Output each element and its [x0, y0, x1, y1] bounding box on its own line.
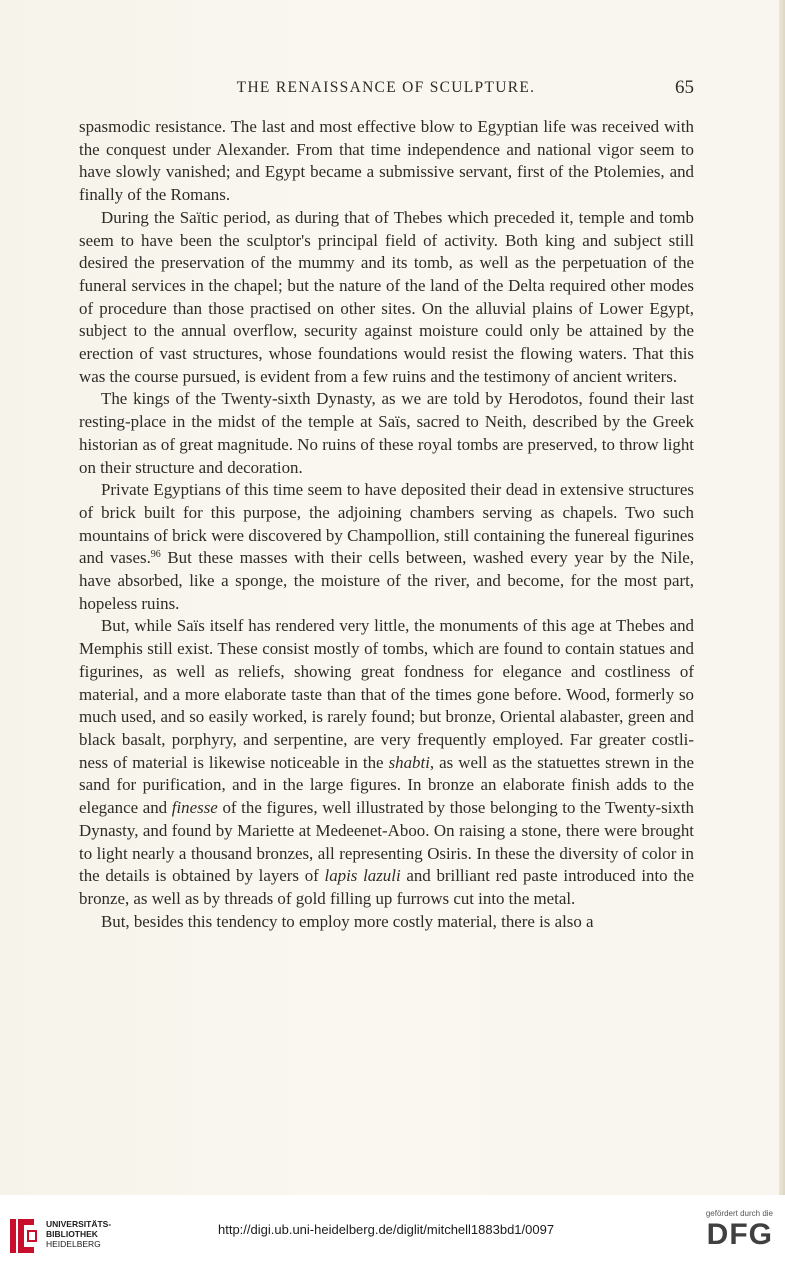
- paragraph: spasmodic resistance. The last and most effective blow to Egyptian life was received with the conquest under Alexander. From that time independence and national vigor seem to have slowly vanished; and Egypt became a submissive servant, first of the Ptolemies, and finally of the Romans.: [79, 117, 694, 205]
- document-url-link[interactable]: http://digi.ub.uni-heidelberg.de/diglit/mitchell1883bd1/0097: [218, 1222, 555, 1237]
- italic-term: shabti: [388, 752, 430, 772]
- paragraph: The kings of the Twenty-sixth Dynasty, as we are told by Herodotos, found their last resting-place in the midst of the temple at Saïs, sacred to Neith, described by the Greek historian as of great magnitude. No ruins of these royal tombs are preserved, to throw light on their structure and decoration.: [79, 389, 694, 477]
- dfg-logo[interactable]: DFG: [706, 1218, 773, 1251]
- paragraph: [79, 479, 694, 615]
- running-head: [78, 79, 694, 101]
- paragraph: During the Saïtic period, as during that of Thebes which preceded it, temple and tomb seem to have been the sculptor's principal field of activity. Both king and subject still desired the preservation of the mummy and its tomb, as well as the perpetuation of the funeral services in the chapel; but the nature of the land of the Delta required other modes of procedure than those practised on other sites. On the alluvial plains of Lower Egypt, subject to the annual overflow, security against moisture could only be attained by the erection of vast structures, whose foundations would resist the flowing waters. That this was the course pursued, is evident from a few ruins and the testimony of ancient writers.: [79, 207, 694, 386]
- paragraph-text: But, while Saïs itself has rendered very little, the monuments of this age at Thebes and Memphis still exist. These consist mostly of tombs, which are found to contain statues and figurines, as well as reliefs, showing great fondness for elegance and costliness of material, and a more elaborate taste than that of the times gone before. Wood, formerly so much used, and so easily worked, is rarely found; but bronze, Oriental alabaster, green and black basalt, porphyry, and serpentine, are very frequently employed. Far greater costliness of material is likewise noticeable in the: [79, 616, 694, 772]
- paragraph: But, besides this tendency to employ more costly material, there is also a: [101, 911, 594, 931]
- library-seal-icon: [8, 1215, 40, 1257]
- library-logo[interactable]: [8, 1215, 148, 1259]
- paragraph-text: and brilliant red paste introduced into the bronze, as well as by threads of gold filling up furrows cut into the metal.: [79, 866, 694, 908]
- funding-notice: [663, 1209, 773, 1259]
- paragraph-text: , as well as the statuettes strewn in the sand for purification, and in the large figures. In bronze an elaborate finish adds to the elegance and: [79, 752, 694, 818]
- paragraph-text: But these masses with their cells between, washed every year by the Nile, have absorbed, like a sponge, the moisture of the river, and become, for the most part, hopeless ruins.: [79, 548, 694, 613]
- footnote-reference: 96: [150, 549, 161, 561]
- paragraph-text: Private Egyptians of this time seem to have deposited their dead in extensive structures of brick built for this purpose, the adjoining chambers serving as chapels. Two such mountains of brick were discovered by Champollion, still containing the funereal figurines and vases.: [79, 480, 694, 568]
- paragraph-text: of the figures, well illustrated by those belonging to the Twenty-sixth Dynasty, and found by Mariette at Medeenet-Aboo. On raising a stone, there were brought to light nearly a thousand bronzes, all representing Osiris. In these the diversity of color in the details is obtained by layers of: [79, 798, 694, 886]
- library-name-line: BIBLIOTHEK: [46, 1229, 98, 1239]
- footer-bar: [0, 1195, 785, 1266]
- library-name: [46, 1219, 111, 1249]
- running-title: THE RENAISSANCE OF SCULPTURE.: [236, 79, 536, 96]
- page-edge: [779, 0, 785, 1195]
- paragraph: [79, 615, 694, 910]
- library-name-line: HEIDELBERG: [46, 1239, 101, 1249]
- library-name-line: UNIVERSITÄTS-: [46, 1219, 112, 1229]
- body-text: [79, 116, 694, 933]
- page-number: 65: [675, 77, 694, 98]
- funding-text: gefördert durch die: [705, 1209, 773, 1218]
- italic-term: lapis lazuli: [324, 866, 401, 886]
- italic-term: finesse: [171, 798, 218, 818]
